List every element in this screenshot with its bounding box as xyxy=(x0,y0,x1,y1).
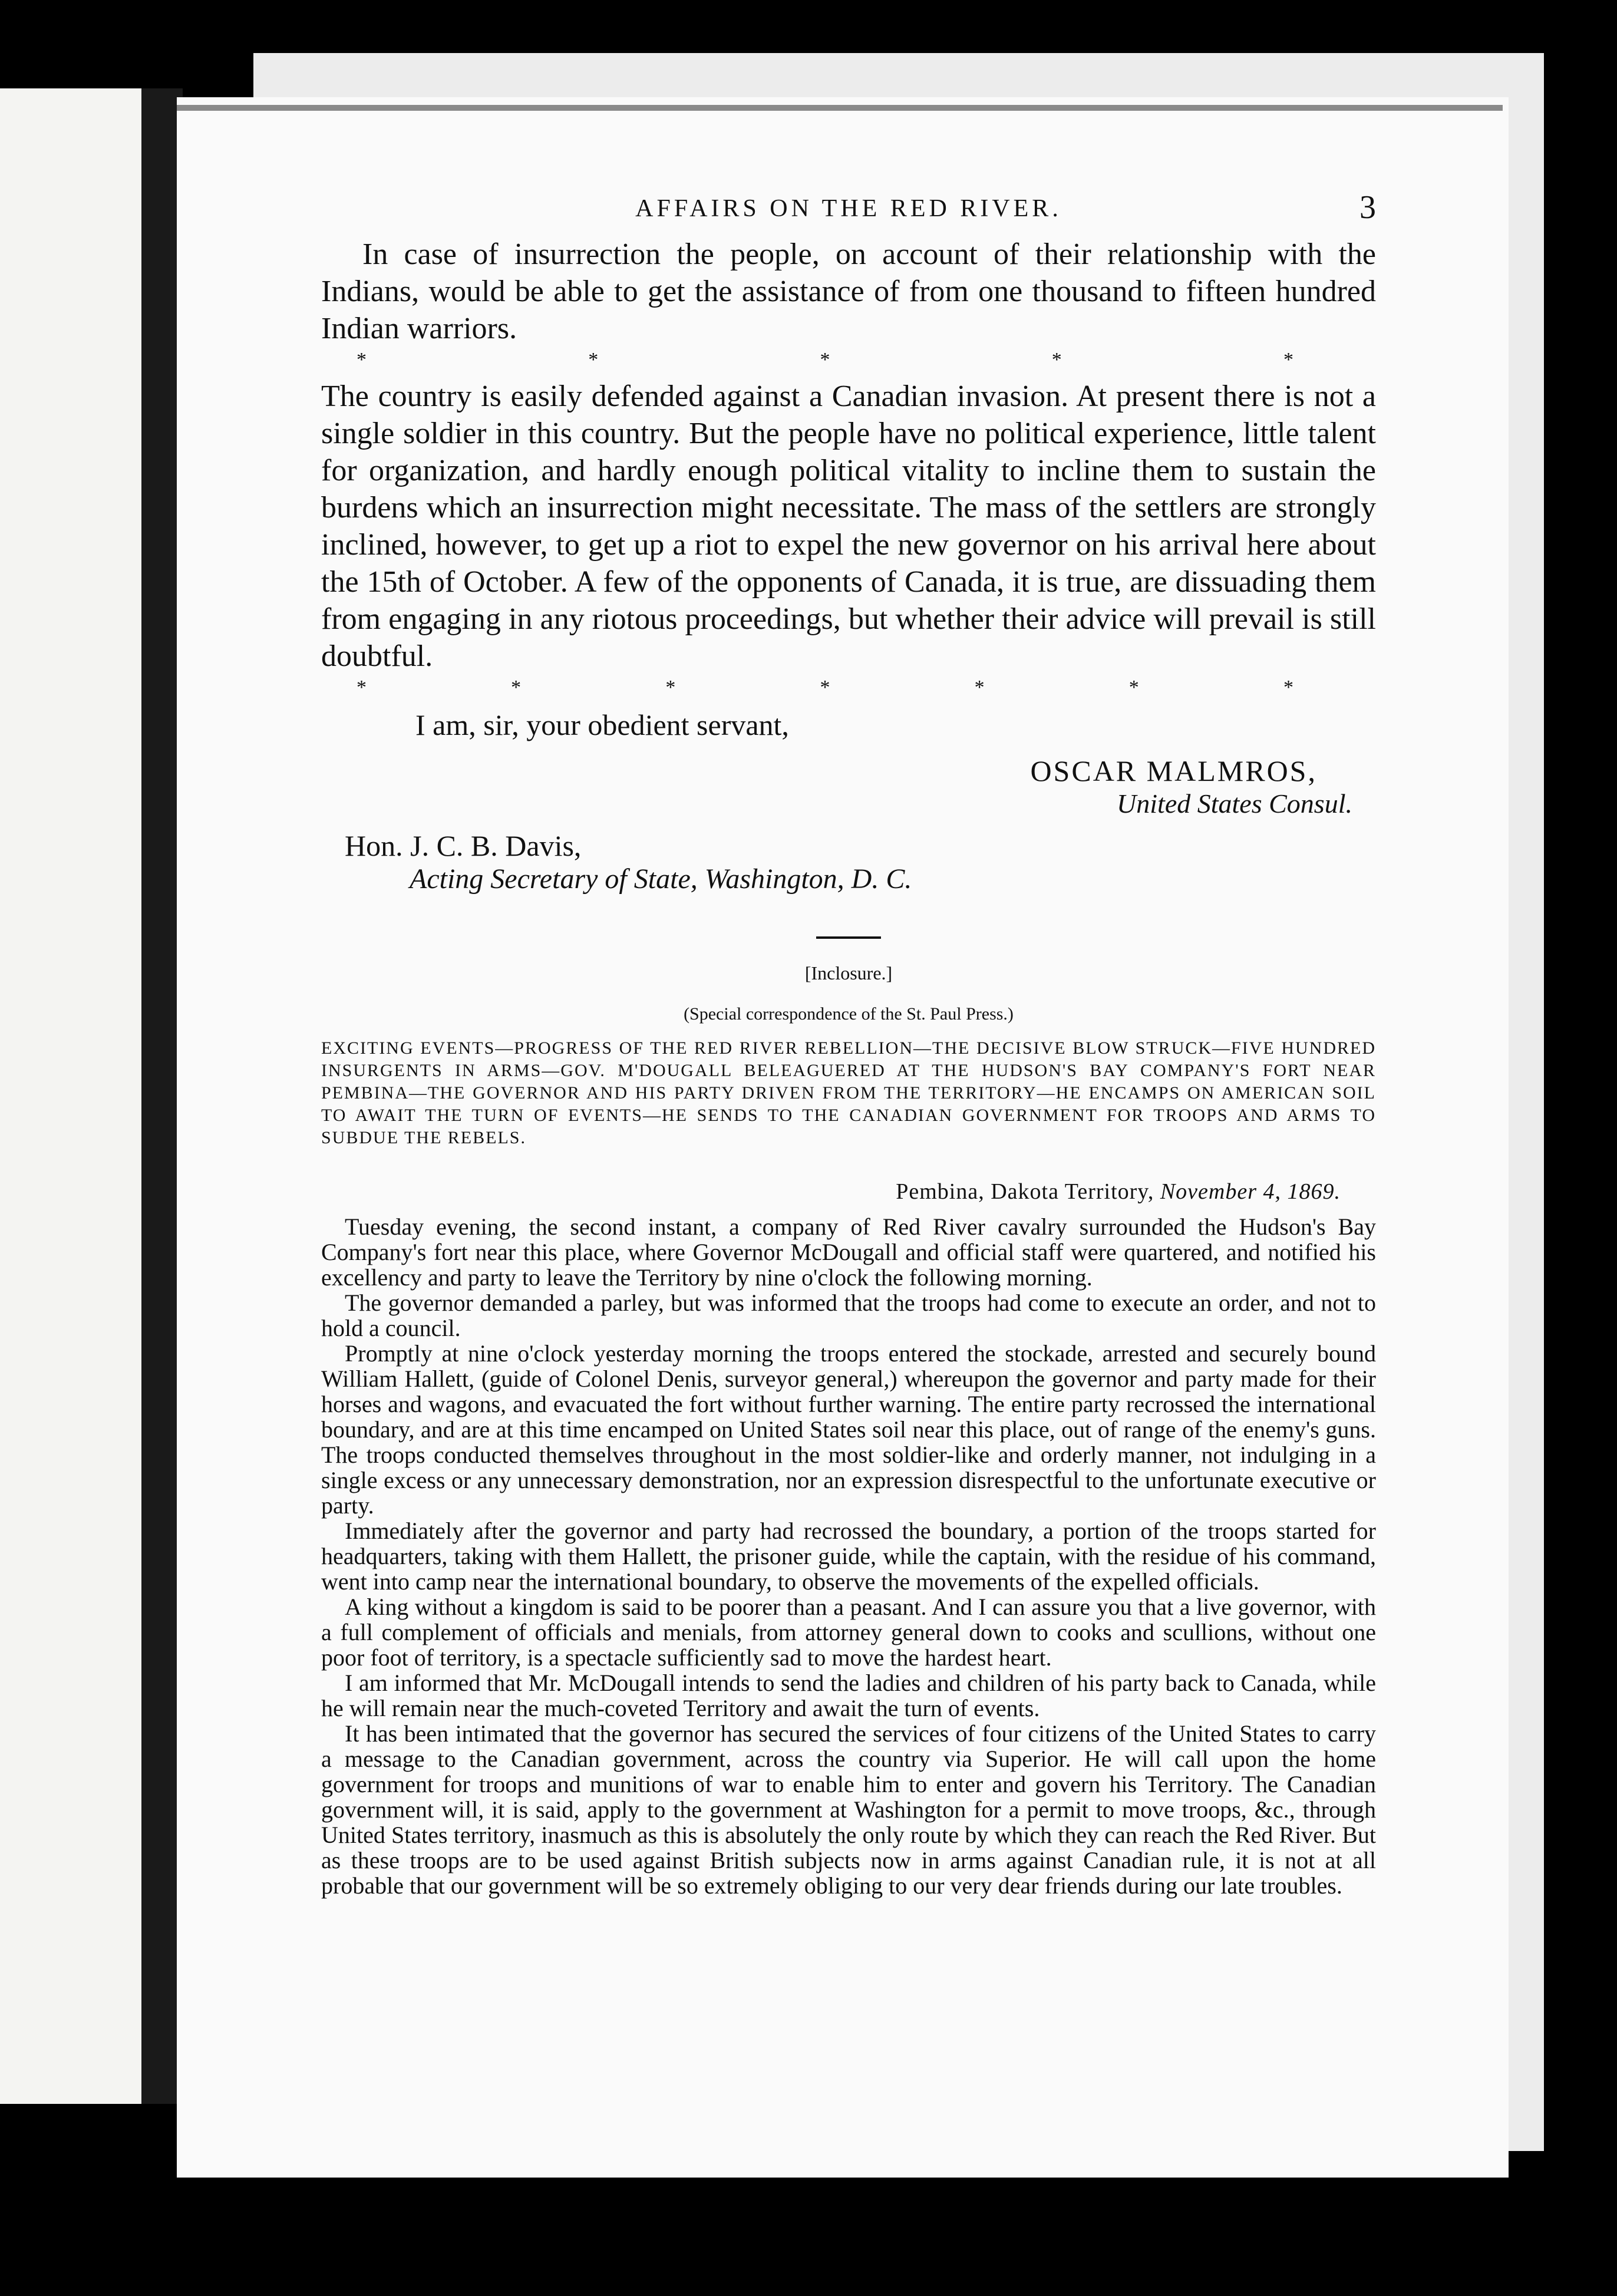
dispatch-paragraph: Promptly at nine o'clock yesterday morning the troops entered the stockade, arrested and securely bound William Hallett, (guide of Colonel Denis, surveyor general,) whereupon the governor and party made for their horses and wagons, and evacuated the fort without further warning. The entire party recrossed the international boundary, and are at this time encamped on United States soil near this place, out of range of the enemy's guns. The troops conducted themselves throughout in the most soldier-like and orderly manner, not indulging in a single excess or any unnecessary demonstration, nor an expression disrespectful to the unfortunate executive or party. xyxy=(321,1340,1376,1519)
news-headline: EXCITING EVENTS—PROGRESS OF THE RED RIVER REBELLION—THE DECISIVE BLOW STRUCK—FIVE HUNDRED INSURGENTS IN ARMS—GOV. M'DOUGALL BELEAGUERED AT THE HUDSON'S BAY COMPANY'S FORT NEAR PEMBINA—THE GOVERNOR AND HIS PARTY DRIVEN FROM THE TERRITORY—HE ENCAMPS ON AMERICAN SOIL TO AWAIT THE TURN OF EVENTS—HE SENDS TO THE CANADIAN GOVERNMENT FOR TROOPS AND ARMS TO SUBDUE THE REBELS. xyxy=(321,1038,1376,1147)
star: * xyxy=(1283,349,1293,371)
page-content xyxy=(321,189,1376,1898)
star: * xyxy=(820,677,830,698)
dateline xyxy=(321,1179,1341,1205)
addressee-name: Hon. J. C. B. Davis, xyxy=(345,829,582,862)
star: * xyxy=(511,677,522,698)
section-rule xyxy=(816,936,881,939)
ellipsis-stars xyxy=(321,676,1376,700)
enclosure-label: [Inclosure.] xyxy=(804,962,893,984)
signature-title: United States Consul. xyxy=(1117,789,1352,819)
signature-name: OSCAR MALMROS, xyxy=(1030,754,1317,787)
dispatch-paragraph: Tuesday evening, the second instant, a company of Red River cavalry surrounded the Hudson's Bay Company's fort near this place, where Governor McDougall and official staff were quartered, and notified his excellency and party to leave the Territory by nine o'clock the following morning. xyxy=(321,1213,1376,1291)
dispatch-paragraph: The governor demanded a parley, but was informed that the troops had come to execute an order, and not to hold a council. xyxy=(321,1289,1376,1341)
star: * xyxy=(357,677,367,698)
star: * xyxy=(1051,349,1062,371)
star: * xyxy=(588,349,599,371)
star: * xyxy=(357,349,367,371)
press-credit: (Special correspondence of the St. Paul Press.) xyxy=(684,1004,1014,1024)
dispatch-body xyxy=(321,1214,1376,1898)
star: * xyxy=(1283,677,1293,698)
ellipsis-stars xyxy=(321,348,1376,372)
running-title: AFFAIRS ON THE RED RIVER. xyxy=(635,195,1062,222)
letter-body xyxy=(321,236,1376,895)
star: * xyxy=(974,677,985,698)
dateline-place: Pembina, Dakota Territory, xyxy=(896,1179,1154,1204)
letter-closing: I am, sir, your obedient servant, xyxy=(415,708,789,741)
addressee-block xyxy=(345,829,1376,895)
star: * xyxy=(820,349,830,371)
dispatch-paragraph: Immediately after the governor and party had recrossed the boundary, a portion of the troops started for headquarters, taking with them Hallett, the prisoner guide, while the captain, with the residue of his command, went into camp near the international boundary, to observe the movements of the expelled officials. xyxy=(321,1518,1376,1595)
star: * xyxy=(665,677,676,698)
star: * xyxy=(1128,677,1139,698)
dispatch-paragraph: A king without a kingdom is said to be poorer than a peasant. And I can assure you that a live governor, with a full complement of officials and menials, from attorney general down to cooks and scullions, without one poor foot of territory, is a spectacle sufficiently sad to move the hardest heart. xyxy=(321,1594,1376,1671)
running-head xyxy=(321,189,1376,236)
dispatch-paragraph: It has been intimated that the governor has secured the services of four citizens of the United States to carry a message to the Canadian government, across the country via Superior. He will call upon the home government for troops and munitions of war to enable him to enter and govern his Territory. The Canadian government will, it is said, apply to the government at Washington for a permit to move troops, &c., through United States territory, inasmuch as this is absolutely the only route by which they can reach the Red River. But as these troops are to be used against British subjects now in arms against Canadian rule, it is not at all probable that our government will be so extremely obliging to our very dear friends during our late troubles. xyxy=(321,1720,1376,1899)
dispatch-paragraph: I am informed that Mr. McDougall intends to send the ladies and children of his party back to Canada, while he will remain near the much-coveted Territory and await the turn of events. xyxy=(321,1670,1376,1721)
letter-paragraph: In case of insurrection the people, on account of their relationship with the Indians, would be able to get the assistance of from one thousand to fifteen hundred Indian warriors. xyxy=(321,237,1376,345)
addressee-title: Acting Secretary of State, Washington, D. C. xyxy=(410,863,912,895)
dateline-date: November 4, 1869. xyxy=(1160,1179,1341,1204)
letter-paragraph: The country is easily defended against a Canadian invasion. At present there is not a single soldier in this country. But the people have no political experience, little talent for organization, and hardly enough political vitality to incline them to sustain the burdens which an insurrection might necessitate. The mass of the settlers are strongly inclined, however, to get up a riot to expel the new governor on his arrival here about the 15th of October. A few of the opponents of Canada, it is true, are dissuading them from engaging in any riotous proceedings, but whether their advice will prevail is still doubtful. xyxy=(321,380,1376,673)
signature-block xyxy=(321,754,1376,819)
page-number: 3 xyxy=(1359,189,1376,226)
page-top-edge xyxy=(177,105,1503,111)
